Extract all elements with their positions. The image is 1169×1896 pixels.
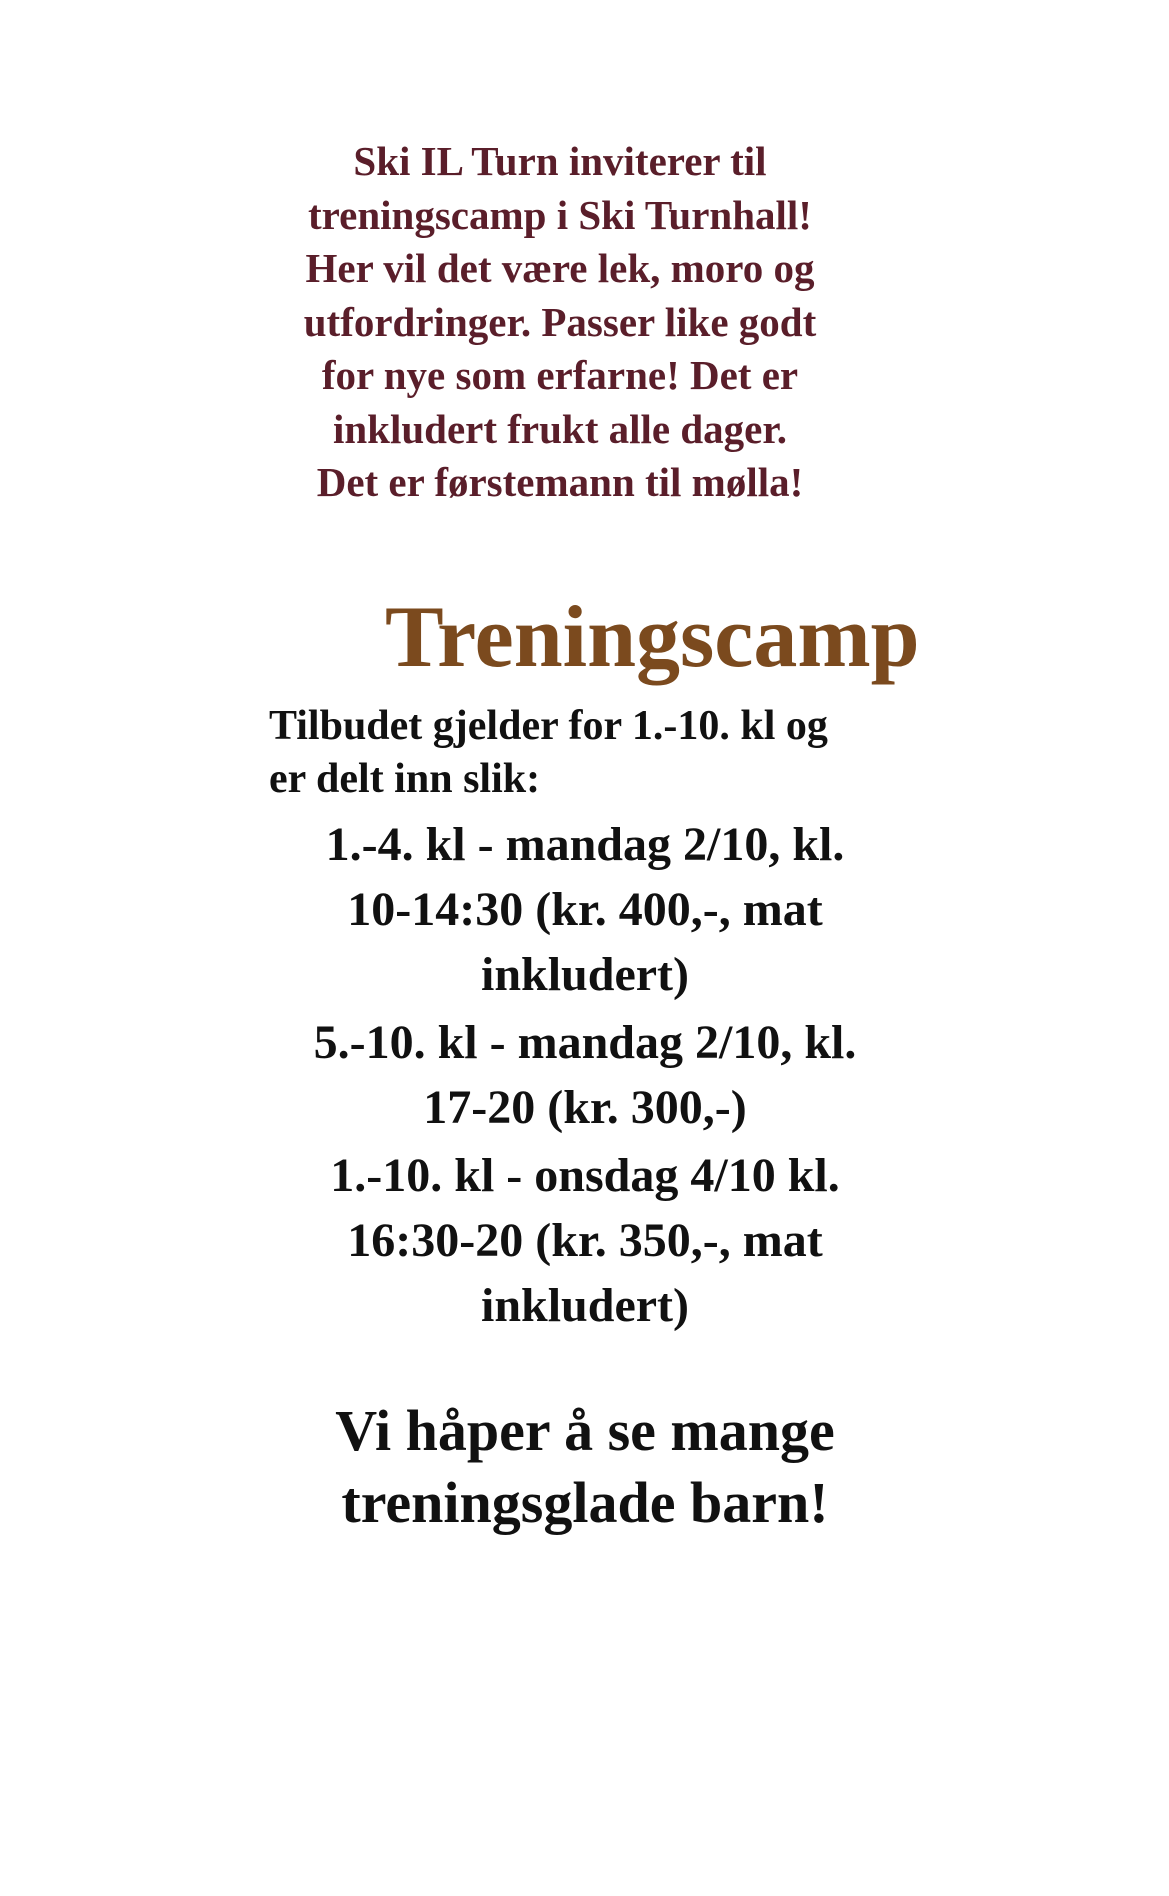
session-line: 5.-10. kl - mandag 2/10, kl. bbox=[313, 1016, 857, 1069]
offer-description bbox=[269, 700, 828, 806]
session-item bbox=[250, 812, 920, 1007]
closing-line: treningsglade barn! bbox=[341, 1470, 829, 1535]
intro-line: Her vil det være lek, moro og bbox=[305, 245, 815, 291]
intro-paragraph bbox=[240, 135, 880, 510]
session-line: 1.-10. kl - onsdag 4/10 kl. bbox=[330, 1149, 840, 1202]
closing-line: Vi håper å se mange bbox=[335, 1398, 835, 1463]
intro-line: for nye som erfarne! Det er bbox=[321, 352, 799, 398]
offer-line: er delt inn slik: bbox=[269, 756, 541, 802]
session-line: 1.-4. kl - mandag 2/10, kl. bbox=[325, 818, 845, 871]
session-item bbox=[250, 1010, 920, 1140]
intro-line: Det er førstemann til mølla! bbox=[316, 459, 804, 505]
intro-line: inkludert frukt alle dager. bbox=[332, 405, 788, 452]
session-line: 16:30-20 (kr. 350,-, mat bbox=[347, 1214, 823, 1267]
closing-message bbox=[250, 1395, 920, 1539]
session-line: inkludert) bbox=[480, 1279, 690, 1332]
intro-line: treningscamp i Ski Turnhall! bbox=[308, 191, 812, 238]
page-title: Treningscamp bbox=[385, 589, 920, 686]
session-line: 17-20 (kr. 300,-) bbox=[423, 1081, 747, 1134]
session-item bbox=[250, 1143, 920, 1338]
session-list bbox=[250, 812, 920, 1341]
offer-line: Tilbudet gjelder for 1.-10. kl og bbox=[269, 703, 828, 749]
session-line: inkludert) bbox=[480, 948, 690, 1001]
intro-line: Ski IL Turn inviterer til bbox=[353, 138, 767, 184]
session-line: 10-14:30 (kr. 400,-, mat bbox=[347, 883, 823, 936]
intro-line: utfordringer. Passer like godt bbox=[303, 298, 817, 345]
